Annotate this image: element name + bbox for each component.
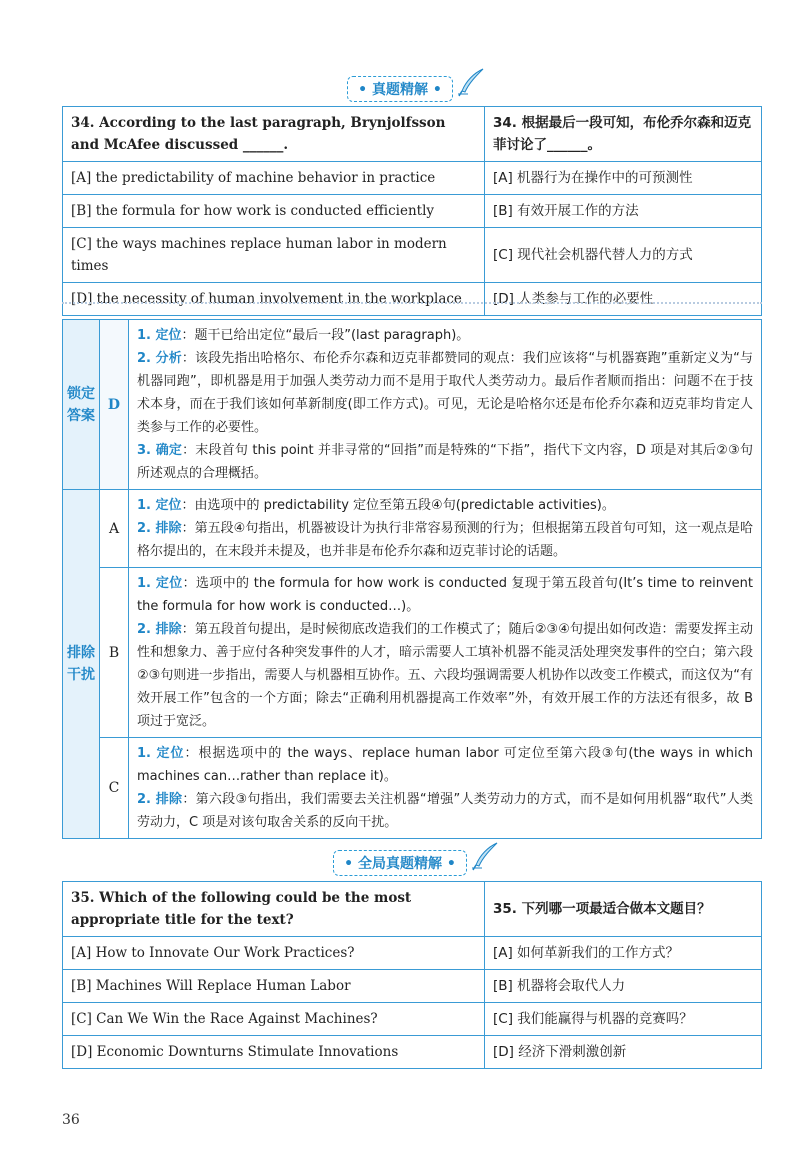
option-zh: [C] 我们能赢得与机器的竞赛吗？	[485, 1003, 762, 1036]
table-row	[63, 970, 762, 1003]
quill-pen-icon	[456, 67, 486, 97]
explanation-para: 2. 排除：第五段首句提出，是时候彻底改造我们的工作模式了；随后②③④句提出如何改造：需要发挥主动性和想象力、善于应付各种突发事件的人才，暗示需要人工填补机器不能灵活处理突发事件的空白；第六段②③句则进一步指出，需要人与机器相互协作。五、六段均强调需要人机协作以改变工作模式，而这仅为“有效开展工作”包含的一个方面；除去“正确利用机器提高工作效率”外，有效开展工作的方法还有很多，故 B 项过于宽泛。	[137, 622, 753, 729]
explanation-para: 1. 定位：选项中的 the formula for how work is conducted 复现于第五段首句(It’s time to reinvent the formula for how work is conducted…)。	[137, 576, 753, 614]
question-zh: 34. 根据最后一段可知，布伦乔尔森和迈克菲讨论了______。	[485, 107, 762, 162]
option-en: [D] the necessity of human involvement in the workplace	[63, 283, 485, 316]
explanation-para: 2. 排除：第五段④句指出，机器被设计为执行非常容易预测的行为；但根据第五段首句可知，这一观点是哈格尔提出的，在末段并未提及，也并非是布伦乔尔森和迈克菲讨论的话题。	[137, 521, 754, 559]
exclude-label: 排除干扰	[63, 490, 100, 839]
section-title-1	[0, 76, 800, 102]
option-en: [A] How to Innovate Our Work Practices?	[63, 937, 485, 970]
dotted-divider	[62, 302, 762, 304]
option-en: [C] the ways machines replace human labor in modern times	[63, 228, 485, 283]
table-row	[63, 937, 762, 970]
option-zh: [B] 机器将会取代人力	[485, 970, 762, 1003]
section-title-2	[0, 850, 800, 876]
option-en: [B] Machines Will Replace Human Labor	[63, 970, 485, 1003]
table-row	[63, 882, 762, 937]
section-title-pill: • 全局真题精解 •	[333, 850, 467, 876]
option-en: [C] Can We Win the Race Against Machines?	[63, 1003, 485, 1036]
table-row	[63, 738, 762, 839]
explanation-para: 1. 定位：题干已给出定位“最后一段”(last paragraph)。	[137, 328, 470, 343]
option-zh: [A] 机器行为在操作中的可预测性	[485, 162, 762, 195]
explanation-para: 2. 排除：第六段③句指出，我们需要去关注机器“增强”人类劳动力的方式，而不是如何用机器“取代”人类劳动力，C 项是对该句取舍关系的反向干扰。	[137, 792, 753, 830]
option-zh: [D] 人类参与工作的必要性	[485, 283, 762, 316]
table-row	[63, 228, 762, 283]
option-letter: B	[100, 568, 129, 738]
option-en: [B] the formula for how work is conducted efficiently	[63, 195, 485, 228]
table-row	[63, 162, 762, 195]
table-row	[63, 490, 762, 568]
analysis-table	[62, 319, 762, 839]
explanation-para: 1. 定位：根据选项中的 the ways、replace human labor 可定位至第六段③句(the ways in which machines can…rather than replace it)。	[137, 746, 753, 784]
question-en: 35. Which of the following could be the most appropriate title for the text?	[63, 882, 485, 937]
explanation-para: 1. 定位：由选项中的 predictability 定位至第五段④句(predictable activities)。	[137, 498, 615, 513]
quill-pen-icon	[470, 841, 500, 871]
lock-answer-label: 锁定答案	[63, 320, 100, 490]
explanation-para: 3. 确定：末段首句 this point 并非寻常的“回指”而是特殊的“下指”，指代下文内容，D 项是对其后②③句所述观点的合理概括。	[137, 443, 753, 481]
table-row	[63, 107, 762, 162]
option-zh: [D] 经济下滑刺激创新	[485, 1036, 762, 1069]
exclude-explanation	[129, 490, 762, 568]
question-34-table	[62, 106, 762, 316]
exclude-explanation	[129, 568, 762, 738]
option-letter: C	[100, 738, 129, 839]
option-en: [D] Economic Downturns Stimulate Innovations	[63, 1036, 485, 1069]
table-row	[63, 1036, 762, 1069]
question-en: 34. According to the last paragraph, Brynjolfsson and McAfee discussed ______.	[63, 107, 485, 162]
option-en: [A] the predictability of machine behavior in practice	[63, 162, 485, 195]
table-row	[63, 1003, 762, 1036]
explanation-para: 2. 分析：该段先指出哈格尔、布伦乔尔森和迈克菲都赞同的观点：我们应该将“与机器赛跑”重新定义为“与机器同跑”，即机器是用于加强人类劳动力而不是用于取代人类劳动力。最后作者顺而指出：问题不在于技术本身，而在于我们该如何革新制度(即工作方式)。可见，无论是哈格尔还是布伦乔尔森和迈克菲均肯定人类参与工作的必要性。	[137, 351, 753, 435]
option-zh: [C] 现代社会机器代替人力的方式	[485, 228, 762, 283]
answer-explanation	[129, 320, 762, 490]
exclude-explanation	[129, 738, 762, 839]
option-zh: [A] 如何革新我们的工作方式？	[485, 937, 762, 970]
question-35-table	[62, 881, 762, 1069]
table-row	[63, 320, 762, 490]
table-row	[63, 195, 762, 228]
option-letter: A	[100, 490, 129, 568]
section-title-pill: • 真题精解 •	[347, 76, 453, 102]
table-row	[63, 568, 762, 738]
table-row	[63, 283, 762, 316]
question-zh: 35. 下列哪一项最适合做本文题目？	[485, 882, 762, 937]
answer-letter: D	[100, 320, 129, 490]
option-zh: [B] 有效开展工作的方法	[485, 195, 762, 228]
page-number: 36	[62, 1112, 80, 1128]
